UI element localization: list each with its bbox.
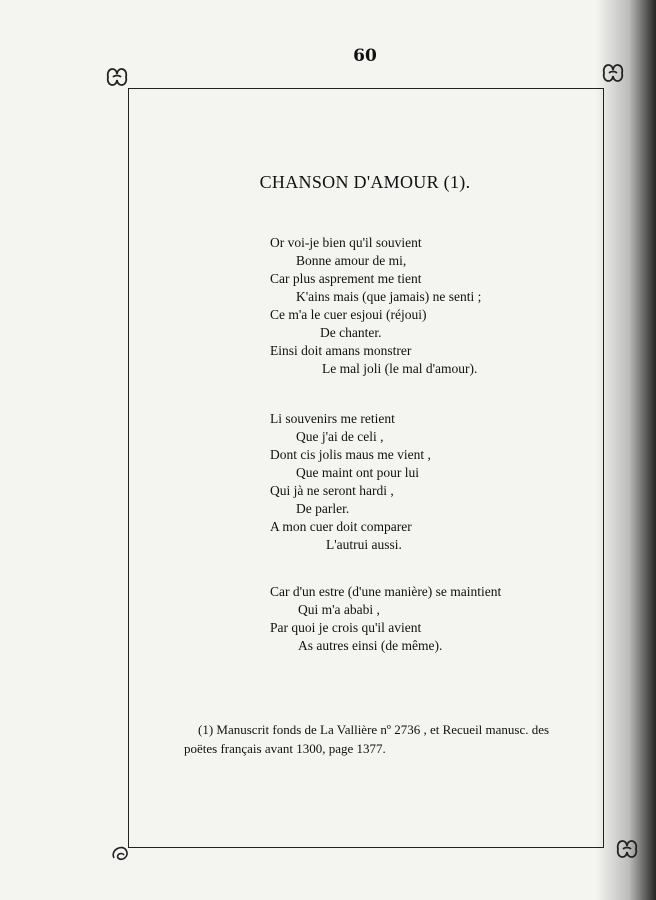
verse-line: A mon cuer doit comparer — [270, 519, 412, 534]
verse-line: Einsi doit amans monstrer — [270, 343, 412, 358]
verse-line: L'autrui aussi. — [326, 537, 402, 552]
verse-line: Or voi-je bien qu'il souvient — [270, 235, 422, 250]
verse-line: Que maint ont pour lui — [296, 465, 419, 480]
verse-line: K'ains mais (que jamais) ne senti ; — [296, 289, 482, 304]
verse-line: Qui jà ne seront hardi , — [270, 483, 394, 498]
verse-line: De parler. — [296, 501, 350, 516]
stanza-2 — [270, 410, 431, 554]
flourish-icon — [108, 840, 134, 866]
verse-line: Qui m'a ababi , — [298, 602, 380, 617]
verse-line: Par quoi je crois qu'il avient — [270, 620, 422, 635]
verse-line: Ce m'a le cuer esjoui (réjoui) — [270, 307, 427, 322]
stanza-3 — [270, 583, 501, 655]
page-number: 60 — [353, 46, 377, 66]
flourish-icon — [600, 60, 626, 86]
verse-line: Li souvenirs me retient — [270, 411, 395, 426]
footnote-line: (1) Manuscrit fonds de La Vallière nº 2736 , et Recueil manusc. des — [198, 722, 550, 737]
verse-line: Car plus asprement me tient — [270, 271, 422, 286]
verse-line: De chanter. — [320, 325, 382, 340]
footnote-line: poëtes français avant 1300, page 1377. — [184, 741, 386, 756]
flourish-icon — [104, 64, 130, 90]
page-edge-shadow — [596, 0, 656, 900]
verse-line: Le mal joli (le mal d'amour). — [322, 361, 478, 376]
stanza-1 — [270, 234, 481, 378]
flourish-icon — [614, 836, 640, 862]
verse-line: Dont cis jolis maus me vient , — [270, 447, 431, 462]
verse-line: As autres einsi (de même). — [298, 638, 443, 653]
verse-line: Que j'ai de celi , — [296, 429, 384, 444]
verse-line: Car d'un estre (d'une manière) se maintient — [270, 584, 502, 599]
chanson-title: CHANSON D'AMOUR (1). — [259, 172, 471, 192]
footnote — [184, 720, 570, 758]
verse-line: Bonne amour de mi, — [296, 253, 407, 268]
